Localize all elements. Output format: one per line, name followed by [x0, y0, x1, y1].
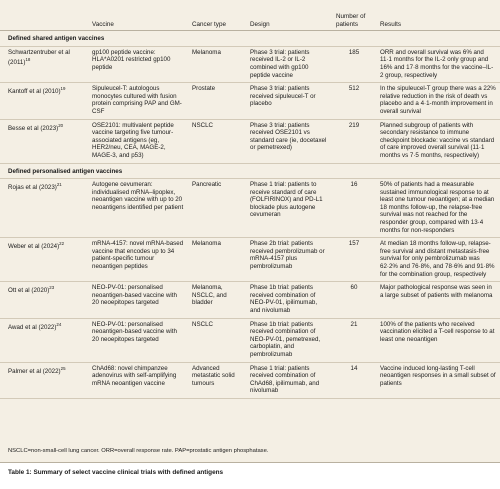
patients-count-cell: 14 [332, 362, 376, 398]
study-reference: 24 [56, 321, 62, 327]
cancer-type-cell: Melanoma, NSCLC, and bladder [188, 282, 246, 318]
header-cancer-type: Cancer type [188, 0, 246, 31]
study-name: Besse et al (2023) [8, 124, 59, 132]
header-number-of-patients: Number of patients [332, 0, 376, 31]
cancer-type-cell: NSCLC [188, 318, 246, 362]
design-cell: Phase 1 trial: patients received combination of ChAd68, ipilimumab, and nivolumab [246, 362, 332, 398]
vaccine-cell: ChAd68: novel chimpanzee adenovirus with self-amplifying mRNA neoantigen vaccine [88, 362, 188, 398]
design-cell: Phase 1b trial: patients received combination of NEO-PV-01, ipilimumab, and nivolumab [246, 282, 332, 318]
table-row [0, 83, 500, 119]
table-row [0, 362, 500, 398]
cancer-type-cell: Melanoma [188, 46, 246, 82]
results-cell: At median 18 months follow-up, relapse-free survival and distant metastasis-free survival for only pembrolizumab was 62·2% and 76·8%, and 78·6% and 91·8% for the combination group, respectively [376, 238, 500, 282]
study-cell [0, 179, 88, 238]
design-cell: Phase 1 trial: patients to receive standard of care (FOLFIRINOX) and PD-L1 blockade plus autogene cevumeran [246, 179, 332, 238]
design-cell: Phase 1b trial: patients received combination of NEO-PV-01, pemetrexed, carboplatin, and pembrolizumab [246, 318, 332, 362]
study-name: Kantoff et al (2010) [8, 88, 61, 96]
results-cell: Vaccine induced long-lasting T-cell neoantigen responses in a small subset of patients [376, 362, 500, 398]
cancer-type-cell: Prostate [188, 83, 246, 119]
vaccine-cell: NEO-PV-01: personalised neoantigen-based vaccine with 20 neoepitopes targeted [88, 282, 188, 318]
patients-count-cell: 157 [332, 238, 376, 282]
patients-count-cell: 21 [332, 318, 376, 362]
study-reference: 21 [56, 182, 62, 188]
results-cell: ORR and overall survival was 6% and 11·1 months for the IL-2 only group and 16% and 17·8 months for the vaccine–IL-2 group, respectively [376, 46, 500, 82]
table-row [0, 46, 500, 82]
vaccine-cell: Sipuleucel-T: autologous monocytes cultured with fusion protein comprising PAP and GM-CSF [88, 83, 188, 119]
cancer-type-cell: Melanoma [188, 238, 246, 282]
section-title: Defined shared antigen vaccines [0, 31, 500, 47]
results-cell: 100% of the patients who received vaccination elicited a T-cell response to at least one neoantigen [376, 318, 500, 362]
cancer-type-cell: NSCLC [188, 119, 246, 163]
patients-count-cell: 60 [332, 282, 376, 318]
header-results: Results [376, 0, 500, 31]
section-title: Defined personalised antigen vaccines [0, 163, 500, 179]
study-name: Awad et al (2022) [8, 323, 57, 331]
vaccine-cell: mRNA-4157: novel mRNA-based vaccine that encodes up to 34 patient-specific tumour neoantigen peptides [88, 238, 188, 282]
study-name: Rojas et al (2023) [8, 184, 57, 192]
study-reference: 18 [25, 57, 31, 63]
patients-count-cell: 219 [332, 119, 376, 163]
header-vaccine: Vaccine [88, 0, 188, 31]
vaccine-cell: OSE2101: multivalent peptide vaccine targeting five tumour-associated antigens (eg, HER2/neu, CEA, MAGE-2, MAGE-3, and p53) [88, 119, 188, 163]
study-name: Schwartzentruber et al (2011) [8, 48, 70, 67]
table-row [0, 179, 500, 238]
cancer-type-cell: Pancreatic [188, 179, 246, 238]
study-cell [0, 119, 88, 163]
design-cell: Phase 3 trial: patients received IL-2 or IL-2 combined with gp100 peptide vaccine [246, 46, 332, 82]
study-cell [0, 282, 88, 318]
design-cell: Phase 3 trial: patients received OSE2101 vs standard care (ie, docetaxel or pemetrexed) [246, 119, 332, 163]
study-cell [0, 83, 88, 119]
study-name: Palmer et al (2022) [8, 367, 61, 375]
study-cell [0, 46, 88, 82]
table-row [0, 318, 500, 362]
study-reference: 22 [59, 241, 65, 247]
table-caption: Table 1: Summary of select vaccine clinical trials with defined antigens [8, 469, 224, 476]
patients-count-cell: 512 [332, 83, 376, 119]
results-cell: Major pathological response was seen in a large subset of patients with melanoma [376, 282, 500, 318]
design-cell: Phase 3 trial: patients received sipuleucel-T or placebo [246, 83, 332, 119]
patients-count-cell: 16 [332, 179, 376, 238]
table-row [0, 238, 500, 282]
table-row [0, 282, 500, 318]
header-design: Design [246, 0, 332, 31]
study-cell [0, 238, 88, 282]
study-reference: 25 [60, 365, 66, 371]
study-reference: 19 [60, 86, 66, 92]
table-row [0, 119, 500, 163]
vaccine-cell: NEO-PV-01: personalised neoantigen-based vaccine with 20 neoepitopes targeted [88, 318, 188, 362]
design-cell: Phase 2b trial: patients received pembrolizumab or mRNA-4157 plus pembrolizumab [246, 238, 332, 282]
study-name: Weber et al (2024) [8, 243, 60, 251]
cancer-type-cell: Advanced metastatic solid tumours [188, 362, 246, 398]
header-study [0, 0, 88, 31]
header-row [0, 0, 500, 31]
study-name: Ott et al (2020) [8, 287, 50, 295]
study-reference: 20 [58, 122, 64, 128]
study-reference: 23 [49, 285, 55, 291]
study-cell [0, 318, 88, 362]
results-cell: In the sipuleucel-T group there was a 22% relative reduction in the risk of death vs placebo and a 4·1-month improvement in overall survival [376, 83, 500, 119]
vaccine-cell: gp100 peptide vaccine: HLA*A0201 restricted gp100 peptide [88, 46, 188, 82]
results-cell: 50% of patients had a measurable sustained immunological response to at least one tumour neoantigen; at a median 18 months follow-up, the relapse-free survival was not reached for the responder group, compared with 13·4 months for non-responders [376, 179, 500, 238]
results-cell: Planned subgroup of patients with secondary resistance to immune checkpoint blockade: vaccine vs standard of care improved overall survival (11·1 months vs 7·5 months, respectively) [376, 119, 500, 163]
section-header-row [0, 163, 500, 179]
footnote: NSCLC=non-small-cell lung cancer. ORR=overall response rate. PAP=prostatic antigen phosphatase. [8, 448, 269, 454]
study-cell [0, 362, 88, 398]
patients-count-cell: 185 [332, 46, 376, 82]
caption-bar [0, 462, 500, 489]
section-header-row [0, 31, 500, 47]
vaccine-cell: Autogene cevumeran: individualised mRNA–lipoplex, neoantigen vaccine with up to 20 neoantigens identified per patient [88, 179, 188, 238]
